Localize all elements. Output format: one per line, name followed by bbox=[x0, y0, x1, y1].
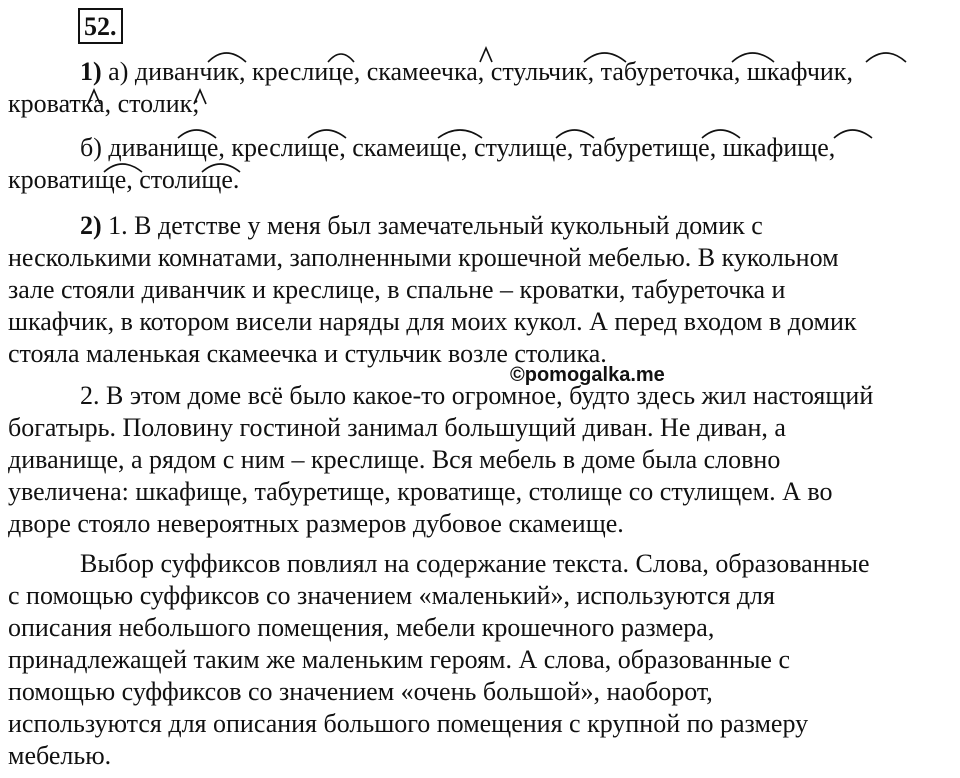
conclusion-line-4: принадлежащей таким же маленьким героям. А слова, образованные с bbox=[8, 645, 790, 674]
part1-b-line-2: кроватище, столище. bbox=[8, 165, 240, 194]
part2-p1-text-1: 1. В детстве у меня был замечательный кукольный домик с bbox=[101, 211, 763, 240]
part1-a-line-2: кроватка, столик; bbox=[8, 89, 200, 118]
part1-a-text-1: а) диванчик, креслице, скамеечка, стульчик, табуреточка, шкафчик, bbox=[101, 57, 853, 86]
task-number: 52. bbox=[78, 8, 123, 44]
part2-p1-line-2: несколькими комнатами, заполненными крошечной мебелью. В кукольном bbox=[8, 243, 839, 272]
part2-p2-line-5: дворе стояло невероятных размеров дубовое скамеище. bbox=[8, 509, 624, 538]
part2-paragraph-2 bbox=[8, 380, 948, 540]
part2-paragraph-1 bbox=[8, 210, 948, 370]
watermark-text: ©pomogalka.me bbox=[510, 364, 665, 386]
part2-p1-line-3: зале стояли диванчик и креслице, в спальне – кроватки, табуреточка и bbox=[8, 275, 786, 304]
part2-p2-line-1: 2. В этом доме всё было какое-то огромное, будто здесь жил настоящий bbox=[80, 381, 874, 410]
part1-label: 1) bbox=[80, 57, 102, 86]
conclusion-line-6: используются для описания большого помещения с крупной по размеру bbox=[8, 709, 809, 738]
part2-p2-line-2: богатырь. Половину гостиной занимал большущий диван. Не диван, а bbox=[8, 413, 786, 442]
conclusion-paragraph bbox=[8, 548, 948, 772]
part1-a-line-1 bbox=[8, 56, 948, 88]
conclusion-line-2: с помощью суффиксов со значением «маленький», используются для bbox=[8, 581, 775, 610]
part2-p1-line-4: шкафчик, в котором висели наряды для моих кукол. А перед входом в домик bbox=[8, 307, 857, 336]
conclusion-line-7: мебелью. bbox=[8, 741, 112, 770]
part1-b bbox=[8, 132, 948, 196]
conclusion-line-3: описания небольшого помещения, мебели крошечного размера, bbox=[8, 613, 715, 642]
part1-a bbox=[8, 56, 948, 120]
part2-p2-line-3: диванище, а рядом с ним – креслище. Вся мебель в доме была словно bbox=[8, 445, 781, 474]
part2-p1-line-5: стояла маленькая скамеечка и стульчик возле столика. bbox=[8, 339, 607, 368]
conclusion-line-1: Выбор суффиксов повлиял на содержание текста. Слова, образованные bbox=[80, 549, 870, 578]
part2-p2-line-4: увеличена: шкафище, табуретище, кроватище, столище со стулищем. А во bbox=[8, 477, 833, 506]
conclusion-line-5: помощью суффиксов со значением «очень большой», наоборот, bbox=[8, 677, 713, 706]
part2-p1-line-1 bbox=[8, 210, 948, 242]
part1-b-line-1: б) диванище, креслище, скамеище, стулище, табуретище, шкафище, bbox=[80, 133, 836, 162]
part2-label: 2) bbox=[80, 211, 102, 240]
